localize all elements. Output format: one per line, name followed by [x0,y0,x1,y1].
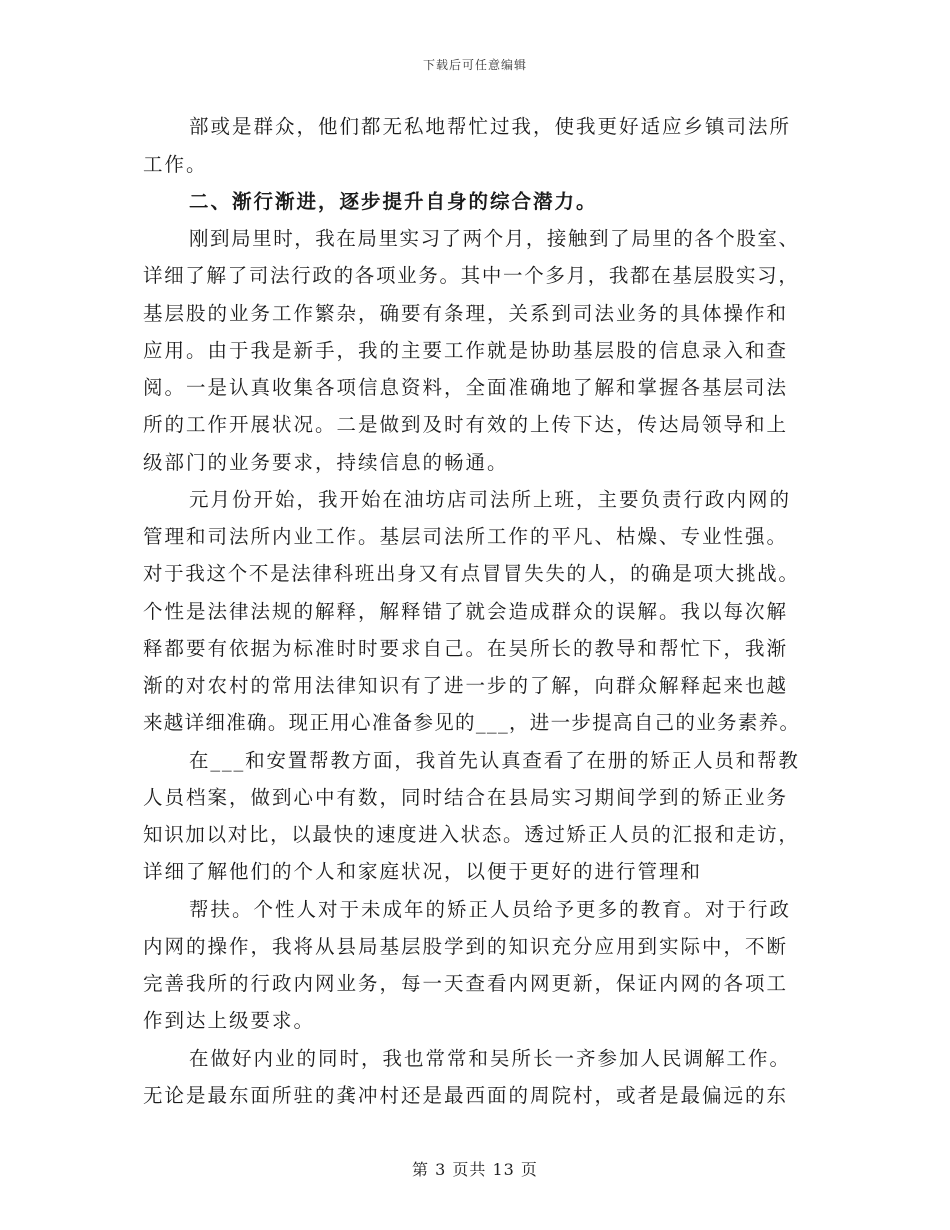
page-header: 下载后可任意编辑 [422,58,527,72]
text-line: 详细了解他们的个人和家庭状况，以便于更好的进行管理和 [143,860,703,883]
text-line: 刚到局里时，我在局里实习了两个月，接触到了局里的各个股室、 [189,227,800,250]
text-line: 在___和安置帮教方面，我首先认真查看了在册的矫正人员和帮教 [189,749,800,772]
text-line: 管理和司法所内业工作。基层司法所工作的平凡、枯燥、专业性强。 [143,525,789,548]
text-line: 完善我所的行政内网业务，每一天查看内网更新，保证内网的各项工 [143,972,789,995]
text-line: 来越详细准确。现正用心准备参见的___，进一步提高自己的业务素养。 [143,711,801,734]
text-line: 详细了解了司法行政的各项业务。其中一个多月，我都在基层股实习， [143,264,800,287]
text-line: 基层股的业务工作繁杂，确要有条理，关系到司法业务的具体操作和 [143,302,789,325]
text-line: 无论是最东面所驻的龚冲村还是最西面的周院村，或者是最偏远的东 [143,1084,789,1107]
text-line: 人员档案，做到心中有数，同时结合在县局实习期间学到的矫正业务 [143,786,789,809]
text-line: 对于我这个不是法律科班出身又有点冒冒失失的人，的确是项大挑战。 [143,562,800,585]
page-footer: 第 3 页共 13 页 [412,1160,538,1179]
text-line: 帮扶。个性人对于未成年的矫正人员给予更多的教育。对于行政 [189,898,792,921]
text-line: 工作。 [143,153,208,176]
text-line: 在做好内业的同时，我也常常和吴所长一齐参加人民调解工作。 [189,1047,792,1070]
text-line: 个性是法律法规的解释，解释错了就会造成群众的误解。我以每次解 [143,600,789,623]
text-line: 元月份开始，我开始在油坊店司法所上班，主要负责行政内网的 [189,488,792,511]
text-line: 部或是群众，他们都无私地帮忙过我，使我更好适应乡镇司法所 [189,115,792,138]
text-line: 渐的对农村的常用法律知识有了进一步的了解，向群众解释起来也越 [143,674,789,697]
text-line: 内网的操作，我将从县局基层股学到的知识充分应用到实际中，不断 [143,935,789,958]
text-line: 所的工作开展状况。二是做到及时有效的上传下达，传达局领导和上 [143,413,789,436]
section-heading: 二、渐行渐进，逐步提升自身的综合潜力。 [189,190,598,213]
text-line: 知识加以对比，以最快的速度进入状态。透过矫正人员的汇报和走访， [143,823,800,846]
text-line: 应用。由于我是新手，我的主要工作就是协助基层股的信息录入和查 [143,339,789,362]
text-line: 作到达上级要求。 [143,1009,316,1032]
text-line: 释都要有依据为标准时时要求自己。在吴所长的教导和帮忙下，我渐 [143,637,789,660]
text-line: 级部门的业务要求，持续信息的畅通。 [143,451,509,474]
text-line: 阅。一是认真收集各项信息资料，全面准确地了解和掌握各基层司法 [143,376,789,399]
